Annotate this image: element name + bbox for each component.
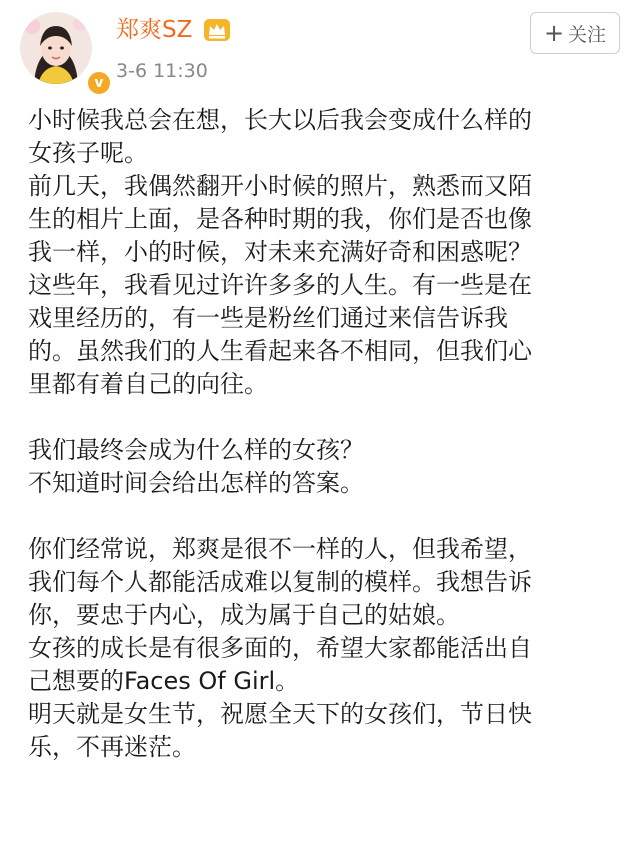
post-line: 女孩的成长是有很多面的，希望大家都能活出自 — [28, 634, 532, 662]
avatar-image — [20, 12, 92, 84]
post-line: 里都有着自己的向往。 — [28, 370, 268, 398]
post-content — [28, 104, 628, 764]
follow-button-label: 关注 — [568, 23, 607, 46]
post-line: 你，要忠于内心，成为属于自己的姑娘。 — [28, 601, 460, 629]
crown-icon — [203, 17, 231, 43]
paragraph-break — [28, 401, 628, 434]
post-line: 前几天，我偶然翻开小时候的照片，熟悉而又陌 — [28, 172, 532, 200]
post-line: 戏里经历的，有一些是粉丝们通过来信告诉我 — [28, 304, 508, 332]
post-line: 不知道时间会给出怎样的答案。 — [28, 469, 364, 497]
post-line: 小时候我总会在想，长大以后我会变成什么样的 — [28, 106, 532, 134]
post-line: 我一样，小的时候，对未来充满好奇和困惑呢？ — [28, 238, 532, 266]
post-line: 明天就是女生节，祝愿全天下的女孩们，节日快 — [28, 700, 532, 728]
paragraph-break — [28, 500, 628, 533]
post-line: 你们经常说，郑爽是很不一样的人，但我希望， — [28, 535, 532, 563]
post-line: 生的相片上面，是各种时期的我，你们是否也像 — [28, 205, 532, 233]
plus-icon: + — [543, 19, 565, 47]
username[interactable]: 郑爽SZ — [116, 17, 193, 43]
post-line: 的。虽然我们的人生看起来各不相同，但我们心 — [28, 337, 532, 365]
follow-button[interactable] — [530, 12, 620, 54]
post-header — [0, 0, 640, 96]
post-line: 乐，不再迷茫。 — [28, 733, 196, 761]
post-line: 女孩子呢。 — [28, 139, 148, 167]
post-line: 我们最终会成为什么样的女孩？ — [28, 436, 364, 464]
post-timestamp[interactable]: 3-6 11:30 — [116, 60, 208, 82]
post-line: 这些年，我看见过许许多多的人生。有一些是在 — [28, 271, 532, 299]
avatar[interactable] — [20, 12, 104, 91]
verified-badge-icon: v — [86, 70, 112, 96]
post-line: 我们每个人都能活成难以复制的模样。我想告诉 — [28, 568, 532, 596]
post-line: 己想要的Faces Of Girl。 — [28, 667, 300, 695]
